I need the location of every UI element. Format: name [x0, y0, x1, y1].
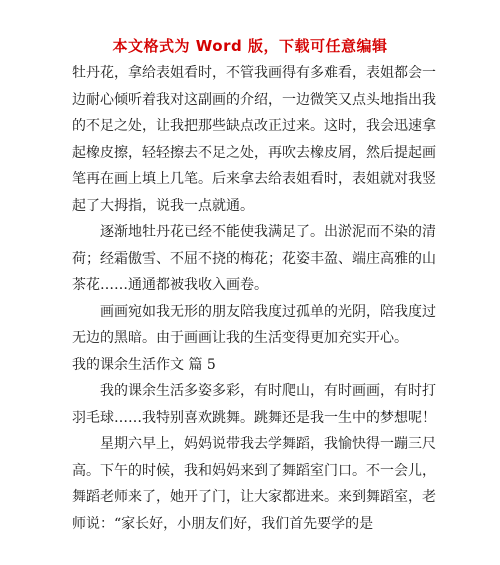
paragraph: 我的课余生活多姿多彩，有时爬山，有时画画，有时打羽毛球……我特别喜欢跳舞。跳舞还是我一生中的梦想呢！ [72, 383, 436, 426]
document-body [72, 60, 436, 537]
paragraph: 逐渐地牡丹花已经不能使我满足了。出淤泥而不染的清荷；经霜傲雪、不屈不挠的梅花；花姿丰盈、端庄高雅的山茶花……通通都被我收入画卷。 [72, 224, 436, 293]
document-banner: 本文格式为 Word 版，下载可任意编辑 [112, 37, 388, 55]
paragraph: 画画宛如我无形的朋友陪我度过孤单的光阴，陪我度过无边的黑暗。由于画画让我的生活变得更加充实开心。 [72, 303, 436, 346]
section-heading: 我的课余生活作文 篇 5 [72, 356, 216, 373]
paragraph-continuation: 牡丹花，拿给表姐看时，不管我画得有多难看，表姐都会一边耐心倾听着我对这副画的介绍，一边微笑又点头地指出我的不足之处，让我把那些缺点改正过来。这时，我会迅速拿起橡皮擦，轻轻擦去不足之处，再吹去橡皮屑，然后提起画笔再在画上填上几笔。后来拿去给表姐看时，表姐就对我竖起了大拇指，说我一点就通。 [72, 65, 436, 214]
paragraph: 星期六早上，妈妈说带我去学舞蹈，我愉快得一蹦三尺高。下午的时候，我和妈妈来到了舞蹈室门口。不一会儿，舞蹈老师来了，她开了门，让大家都进来。来到舞蹈室，老师说：“家长好，小朋友们好，我们首先要学的是 [72, 436, 436, 532]
